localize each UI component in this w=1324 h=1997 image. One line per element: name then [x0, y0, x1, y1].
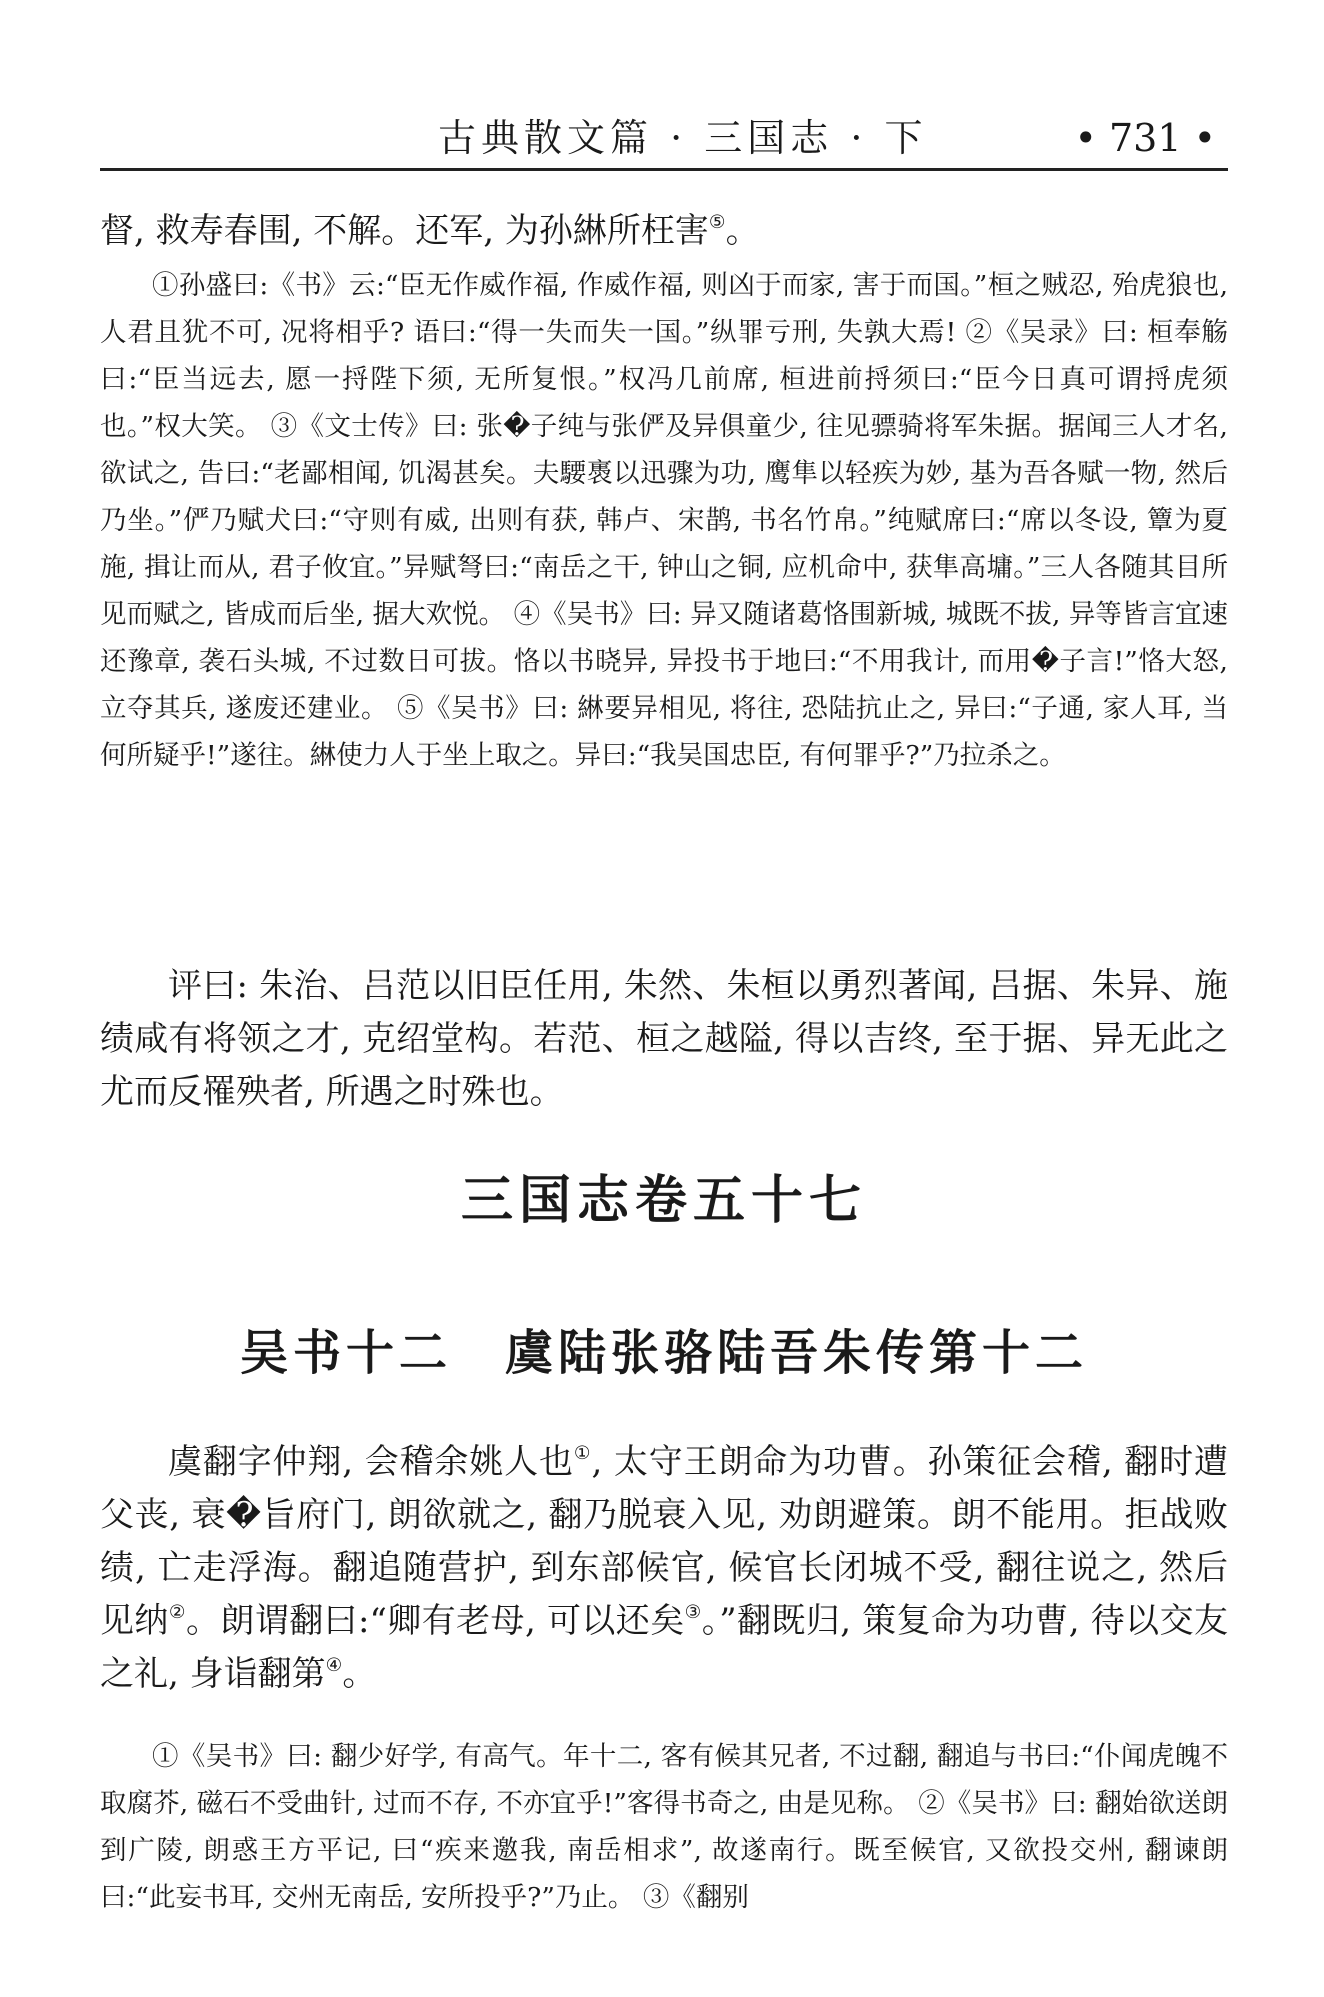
annotations-block: [100, 262, 1228, 779]
footnote-ref-4: ④: [325, 1654, 343, 1676]
main-text-e: 。: [342, 1654, 377, 1694]
footnote-ref: ⑤: [708, 211, 726, 233]
main-text-a: 虞翻字仲翔, 会稽余姚人也: [168, 1442, 574, 1482]
volume-title: 三国志卷五十七: [460, 1171, 867, 1231]
commentary-paragraph: 评曰: 朱治、吕范以旧臣任用, 朱然、朱桓以勇烈著闻, 吕据、朱异、施绩咸有将领之才, 克绍堂构。若范、桓之越隘, 得以吉终, 至于据、异无此之尤而反罹殃者, 所遇之时殊也。: [100, 966, 1228, 1112]
page-number: • 731 •: [1074, 116, 1216, 160]
main-text-d: 。”翻既归, 策复命为功曹, 待以交友之礼, 身诣翻第: [100, 1601, 1228, 1694]
main-text: 督, 救寿春围, 不解。还军, 为孙綝所枉害: [100, 211, 709, 251]
main-text-continued: [100, 205, 1228, 258]
footnote-ref-3: ③: [684, 1601, 702, 1623]
main-text-end: 。: [725, 211, 760, 251]
annotations-block-2: [100, 1733, 1228, 1921]
commentary-block: [100, 960, 1228, 1119]
annotation-paragraph-2: ①《吴书》曰: 翻少好学, 有高气。年十二, 客有候其兄者, 不过翻, 翻追与书曰:“仆闻虎魄不取腐芥, 磁石不受曲针, 过而不存, 不亦宜乎!”客得书奇之, 由是见称。 ②《吴书》曰: 翻始欲送朗到广陵, 朗惑王方平记, 曰“疾来邀我, 南岳相求”, 故遂南行。既至候官, 又欲投交州, 翻谏朗曰:“此妄书耳, 交州无南岳, 安所投乎?”乃止。 ③《翻别: [100, 1741, 1228, 1913]
footnote-ref-1: ①: [573, 1442, 592, 1464]
annotation-paragraph: ①孙盛曰:《书》云:“臣无作威作福, 作威作福, 则凶于而家, 害于而国。”桓之贼忍, 殆虎狼也, 人君且犹不可, 况将相乎? 语曰:“得一失而失一国。”纵罪亏刑, 失孰大焉! ②《吴录》曰: 桓奉觞曰:“臣当远去, 愿一捋陛下须, 无所复恨。”权冯几前席, 桓进前捋须曰:“臣今日真可谓捋虎须也。”权大笑。 ③《文士传》曰: 张�子纯与张俨及异俱童少, 往见骠骑将军朱据。据闻三人才名, 欲试之, 告曰:“老鄙相闻, 饥渴甚矣。夫騕褭以迅骤为功, 鹰隼以轻疾为妙, 基为吾各赋一物, 然后乃坐。”俨乃赋犬曰:“守则有威, 出则有获, 韩卢、宋鹊, 书名竹帛。”纯赋席曰:“席以冬设, 簟为夏施, 揖让而从, 君子攸宜。”异赋弩曰:“南岳之干, 钟山之铜, 应机命中, 获隼高墉。”三人各随其目所见而赋之, 皆成而后坐, 据大欢悦。 ④《吴书》曰: 异又随诸葛恪围新城, 城既不拔, 异等皆言宜速还豫章, 袭石头城, 不过数日可拔。恪以书晓异, 异投书于地曰:“不用我计, 而用�子言!”恪大怒, 立夺其兵, 遂废还建业。 ⑤《吴书》曰: 綝要异相见, 将往, 恐陆抗止之, 异曰:“子通, 家人耳, 当何所疑乎!”遂往。綝使力人于坐上取之。异曰:“我吴国忠臣, 有何罪乎?”乃拉杀之。: [100, 270, 1228, 771]
main-text-c: 。朗谓翻曰:“卿有老母, 可以还矣: [186, 1601, 685, 1641]
running-header: [100, 108, 1228, 171]
chapter-title: 吴书十二 虞陆张骆陆吾朱传第十二: [239, 1325, 1088, 1381]
running-title: 古典散文篇 · 三国志 · 下: [438, 116, 928, 160]
footnote-ref-2: ②: [168, 1601, 186, 1623]
biography-text-block: [100, 1436, 1228, 1701]
main-text-b: , 太守王朗命为功曹。孙策征会稽, 翻时遭父丧, 衰�旨府门, 朗欲就之, 翻乃脱衰入见, 劝朗避策。朗不能用。拒战败绩, 亡走浮海。翻追随营护, 到东部候官, 候官长闭城不受, 翻往说之, 然后见纳: [100, 1442, 1228, 1641]
